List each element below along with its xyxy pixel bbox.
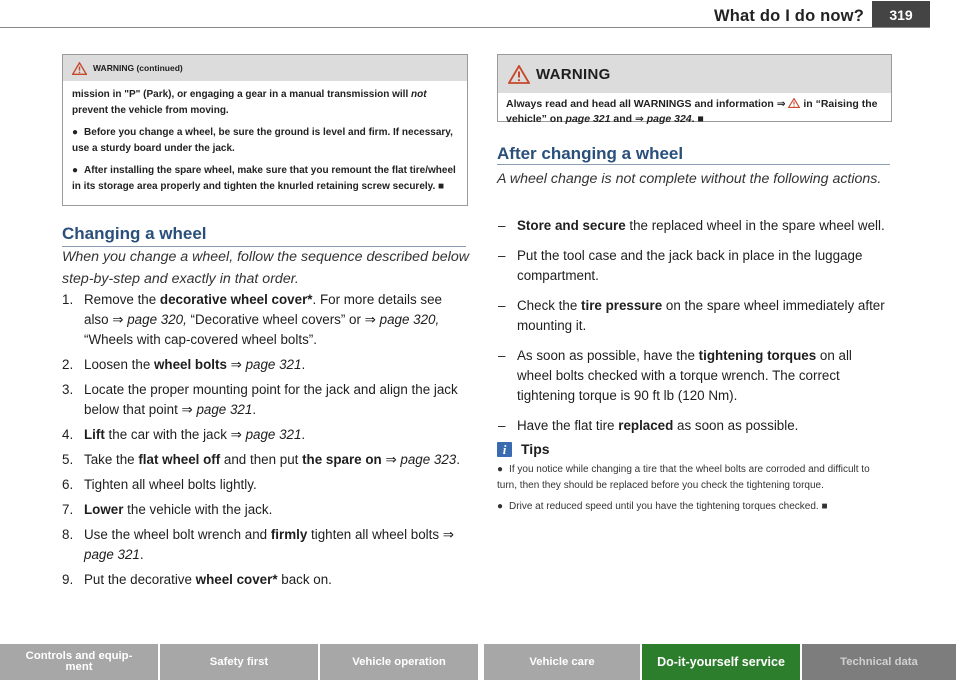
warning-triangle-icon — [508, 65, 530, 84]
step-text: ⇒ — [381, 452, 401, 467]
warning-emphasis: not — [411, 89, 427, 100]
action-text: the replaced wheel in the spare wheel well. — [625, 218, 885, 233]
warning-text: mission in "P" (Park), or engaging a gear in a manual transmission will — [72, 89, 412, 100]
bullet-icon: ● — [497, 501, 504, 512]
action-emphasis: replaced — [618, 418, 674, 433]
step-item — [62, 570, 466, 590]
step-number: 2. — [62, 357, 74, 372]
warning-triangle-icon — [72, 62, 87, 75]
dash-marker: – — [498, 298, 506, 313]
step-item — [62, 500, 466, 520]
section-intro: A wheel change is not complete without the following actions. — [497, 171, 882, 187]
warning-text: Always read and head all WARNINGS and information ⇒ — [506, 98, 789, 110]
action-emphasis: tire pressure — [581, 298, 663, 313]
step-text: the car with the jack ⇒ — [104, 427, 246, 442]
step-text: . — [301, 427, 306, 442]
warning-paragraph — [72, 87, 459, 119]
action-emphasis: Store and secure — [517, 218, 626, 233]
bullet-icon: ● — [72, 165, 79, 176]
action-text: Put the tool case and the jack back in place in the luggage compartment. — [517, 248, 863, 283]
step-number: 9. — [62, 572, 74, 587]
action-list — [497, 216, 890, 446]
step-number: 3. — [62, 382, 74, 397]
step-item — [62, 380, 466, 420]
step-item — [62, 475, 466, 495]
warning-bullet-text: Before you change a wheel, be sure the ground is level and firm. If necessary, use a sturdy board under the jack. — [72, 127, 453, 154]
warning-text: . ■ — [691, 113, 704, 125]
warning-body — [63, 81, 467, 195]
action-text: Have the flat tire — [517, 418, 619, 433]
page-reference-link[interactable]: page 321 — [84, 547, 140, 562]
tip-text: If you notice while changing a tire that the wheel bolts are corroded and difficult to turn, then they should be replaced before you check the tightening torque. — [497, 464, 870, 491]
step-text: tighten all wheel bolts ⇒ — [307, 527, 455, 542]
warning-label: WARNING (continued) — [93, 63, 183, 73]
dash-marker: – — [498, 248, 506, 263]
step-text: Put the decorative — [84, 572, 196, 587]
warning-label: WARNING — [536, 65, 611, 83]
page-reference-link[interactable]: page 324 — [646, 113, 692, 125]
step-text: Take the — [84, 452, 139, 467]
tip-text: Drive at reduced speed until you have the tightening torques checked. ■ — [509, 501, 828, 512]
step-text: “Decorative wheel covers” or ⇒ — [186, 312, 380, 327]
step-emphasis: the spare on — [302, 452, 382, 467]
nav-tab-vehicle-operation[interactable]: Vehicle operation — [320, 644, 478, 680]
tips-label: Tips — [521, 441, 550, 457]
warning-bullet-text: After installing the spare wheel, make sure that you remount the flat tire/wheel in its storage area properly and tighten the knurled retaining screw securely. — [72, 165, 456, 192]
step-number: 7. — [62, 502, 74, 517]
warning-text: prevent the vehicle from moving. — [72, 105, 229, 116]
step-item — [62, 425, 466, 445]
action-text: As soon as possible, have the — [517, 348, 699, 363]
step-item — [62, 290, 466, 350]
warning-paragraph — [506, 97, 883, 127]
step-text: . — [301, 357, 306, 372]
tips-list — [497, 462, 890, 520]
action-item — [497, 296, 890, 336]
step-text: Tighten all wheel bolts lightly. — [84, 477, 257, 492]
step-text: . — [252, 402, 257, 417]
step-text: ⇒ — [226, 357, 246, 372]
page-reference-link[interactable]: page 321 — [245, 357, 302, 372]
warning-header — [63, 55, 467, 81]
step-text: . — [139, 547, 144, 562]
dash-marker: – — [498, 418, 506, 433]
action-text: Check the — [517, 298, 582, 313]
action-item — [497, 416, 890, 436]
step-text: . — [456, 452, 460, 467]
step-item — [62, 525, 466, 565]
warning-body — [498, 93, 891, 127]
step-number: 4. — [62, 427, 74, 442]
step-emphasis: wheel cover* — [195, 572, 278, 587]
step-number: 6. — [62, 477, 74, 492]
nav-tab-vehicle-care[interactable]: Vehicle care — [484, 644, 640, 680]
warning-triangle-icon — [788, 98, 800, 108]
step-number: 5. — [62, 452, 74, 467]
end-mark: ■ — [438, 181, 445, 192]
section-title-changing-wheel: Changing a wheel — [62, 224, 207, 243]
step-emphasis: wheel bolts — [154, 357, 227, 372]
warning-text: and ⇒ — [610, 113, 647, 125]
tip-item — [497, 462, 890, 494]
page-header-title: What do I do now? — [713, 7, 864, 25]
tip-item — [497, 499, 890, 515]
page-reference-link[interactable]: page 320, — [127, 312, 187, 327]
step-item — [62, 450, 466, 470]
warning-header — [498, 55, 891, 93]
warning-bullet — [72, 125, 459, 157]
action-text: on the spare wheel immediately after mounting it. — [517, 298, 885, 333]
section-rule — [497, 164, 890, 165]
step-emphasis: Lift — [84, 427, 105, 442]
nav-tab-diy-service[interactable]: Do-it-yourself service — [642, 644, 800, 680]
section-title-after-changing: After changing a wheel — [497, 144, 684, 163]
page-reference-link[interactable]: page 321 — [245, 427, 302, 442]
info-icon: i — [497, 442, 512, 457]
action-emphasis: tightening torques — [698, 348, 817, 363]
warning-box-raising-vehicle — [497, 54, 892, 125]
bullet-icon: ● — [497, 464, 504, 475]
step-emphasis: firmly — [270, 527, 308, 542]
step-number: 1. — [62, 292, 74, 307]
nav-tab-safety[interactable]: Safety first — [160, 644, 318, 680]
footer-nav — [0, 644, 960, 680]
step-text: the vehicle with the jack. — [123, 502, 273, 517]
step-text: . For more details see also ⇒ — [84, 292, 443, 327]
step-emphasis: flat wheel off — [138, 452, 221, 467]
action-text: on all wheel bolts checked with a torque wrench. The correct tightening torque is 90 ft lb (120 Nm). — [517, 348, 852, 403]
step-text: and then put — [220, 452, 303, 467]
step-number: 8. — [62, 527, 74, 542]
page-number: 319 — [872, 1, 930, 28]
warning-text: in “Raising the vehicle” on — [506, 98, 878, 125]
bullet-icon: ● — [72, 127, 79, 138]
action-item — [497, 246, 890, 286]
step-text: Locate the proper mounting point for the jack and align the jack below that point ⇒ — [84, 382, 458, 417]
warning-box-continued — [62, 54, 468, 206]
header-rule — [0, 27, 930, 28]
step-text: Use the wheel bolt wrench and — [84, 527, 271, 542]
step-text: Remove the — [84, 292, 160, 307]
page-reference-link[interactable]: page 321 — [565, 113, 611, 125]
dash-marker: – — [498, 218, 506, 233]
step-item — [62, 355, 466, 375]
page-reference-link[interactable]: page 320, — [379, 312, 440, 327]
warning-bullet — [72, 163, 459, 195]
action-item — [497, 346, 890, 406]
action-text: as soon as possible. — [673, 418, 799, 433]
nav-tab-controls[interactable]: Controls and equip- ment — [0, 644, 158, 680]
step-text: “Wheels with cap-covered wheel bolts”. — [84, 332, 317, 347]
nav-tab-technical-data[interactable]: Technical data — [802, 644, 956, 680]
action-item — [497, 216, 890, 236]
step-emphasis: Lower — [84, 502, 124, 517]
step-text: Loosen the — [84, 357, 154, 372]
dash-marker: – — [498, 348, 506, 363]
page-reference-link[interactable]: page 321 — [196, 402, 253, 417]
section-intro: When you change a wheel, follow the sequence described below step-by-step and exactly in that order. — [62, 249, 469, 287]
step-list — [62, 290, 466, 595]
tips-heading — [497, 441, 550, 457]
step-text: back on. — [277, 572, 332, 587]
step-emphasis: decorative wheel cover* — [159, 292, 313, 307]
page-reference-link[interactable]: page 323 — [400, 452, 457, 467]
